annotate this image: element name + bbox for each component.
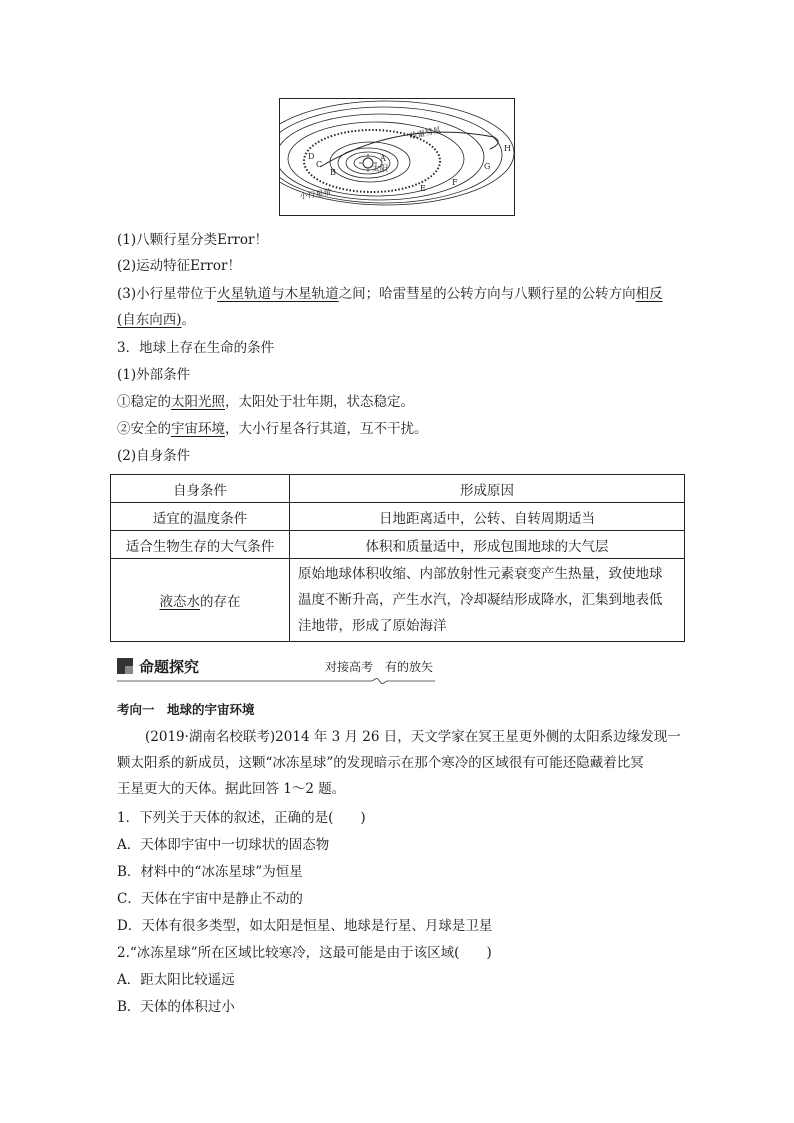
question-1-option-c: C．天体在宇宙中是静止不动的 xyxy=(117,891,303,907)
asteroid-belt-label: 小行星带 xyxy=(299,187,332,201)
life-conditions-heading: 3．地球上存在生命的条件 xyxy=(117,340,275,356)
table-cell: 日地距离适中，公转、自转周期适当 xyxy=(290,503,685,531)
question-1-option-b: B．材料中的“冰冻星球”为恒星 xyxy=(117,864,303,880)
orbit-figure xyxy=(280,99,514,215)
asteroid-belt-note: (3)小行星带位于火星轨道与木星轨道之间；哈雷彗星的公转方向与八颗行星的公转方向相反 xyxy=(117,286,663,302)
self-conditions: (2)自身条件 xyxy=(117,448,191,464)
orbit-letter-c: C xyxy=(316,160,323,169)
orbit-letter-g: G xyxy=(484,162,491,171)
asteroid-belt-note-cont: (自东向西)。 xyxy=(117,312,196,328)
section-title: 命题探究 xyxy=(139,658,200,676)
table-row xyxy=(111,531,685,559)
table-header-cell: 形成原因 xyxy=(290,475,685,503)
orbit-letter-h: H xyxy=(504,144,511,153)
orbit-letter-d: D xyxy=(308,152,315,161)
sun-label: 太阳 xyxy=(372,164,388,173)
section-header xyxy=(117,654,435,684)
external-conditions: (1)外部条件 xyxy=(117,367,191,383)
direction-heading: 考向一 地球的宇宙环境 xyxy=(117,702,255,717)
question-2-stem: 2.“冰冻星球”所在区域比较寒冷，这最可能是由于该区域( ) xyxy=(117,945,492,961)
motion-features: (2)运动特征Error！ xyxy=(117,258,241,274)
table-header-row xyxy=(111,475,685,503)
solar-system-diagram xyxy=(279,98,515,216)
table-cell: 原始地球体积收缩、内部放射性元素衰变产生热量，致使地球 温度不断升高，产生水汽，冷却凝结形成降水，汇集到地表低 洼地带，形成了原始海洋 xyxy=(290,559,685,642)
table-cell: 体积和质量适中，形成包围地球的大气层 xyxy=(290,531,685,559)
table-row xyxy=(111,559,685,642)
question-2-option-a: A．距太阳比较遥远 xyxy=(117,972,235,988)
table-header-cell: 自身条件 xyxy=(111,475,290,503)
question-1-option-d: D．天体有很多类型，如太阳是恒星、地球是行星、月球是卫星 xyxy=(117,918,493,934)
table-cell: 适合生物生存的大气条件 xyxy=(111,531,290,559)
question-2-option-b: B．天体的体积过小 xyxy=(117,999,235,1015)
table-cell: 液态水的存在 xyxy=(111,559,290,642)
section-rule xyxy=(117,678,435,684)
orbit-letter-a: A xyxy=(380,154,386,163)
external-condition-1: ①稳定的太阳光照，太阳处于壮年期，状态稳定。 xyxy=(117,394,414,410)
planet-classification: (1)八颗行星分类Error！ xyxy=(117,232,268,248)
external-condition-2: ②安全的宇宙环境，大小行星各行其道，互不干扰。 xyxy=(117,421,428,437)
material-line-2: 颗太阳系的新成员，这颗“冰冻星球”的发现暗示在那个寒冷的区域很有可能还隐藏着比冥 xyxy=(117,755,644,771)
question-1-option-a: A．天体即宇宙中一切球状的固态物 xyxy=(117,837,330,853)
material-line-3: 王星更大的天体。据此回答 1～2 题。 xyxy=(117,781,346,797)
orbit-letter-b: B xyxy=(330,168,336,177)
conditions-table xyxy=(110,474,685,642)
orbit-letter-e: E xyxy=(420,184,426,193)
question-1-stem: 1．下列关于天体的叙述，正确的是( ) xyxy=(117,810,366,826)
material-line-1: (2019·湖南名校联考)2014 年 3 月 26 日，天文学家在冥王星更外侧的太阳系边缘发现一 xyxy=(145,729,681,745)
table-cell: 适宜的温度条件 xyxy=(111,503,290,531)
orbit-letter-f: F xyxy=(452,178,458,187)
table-row xyxy=(111,503,685,531)
section-square-icon xyxy=(117,658,133,674)
halley-label: 哈雷彗星 xyxy=(408,125,442,141)
section-subtitle: 对接高考 有的放矢 xyxy=(325,660,434,674)
